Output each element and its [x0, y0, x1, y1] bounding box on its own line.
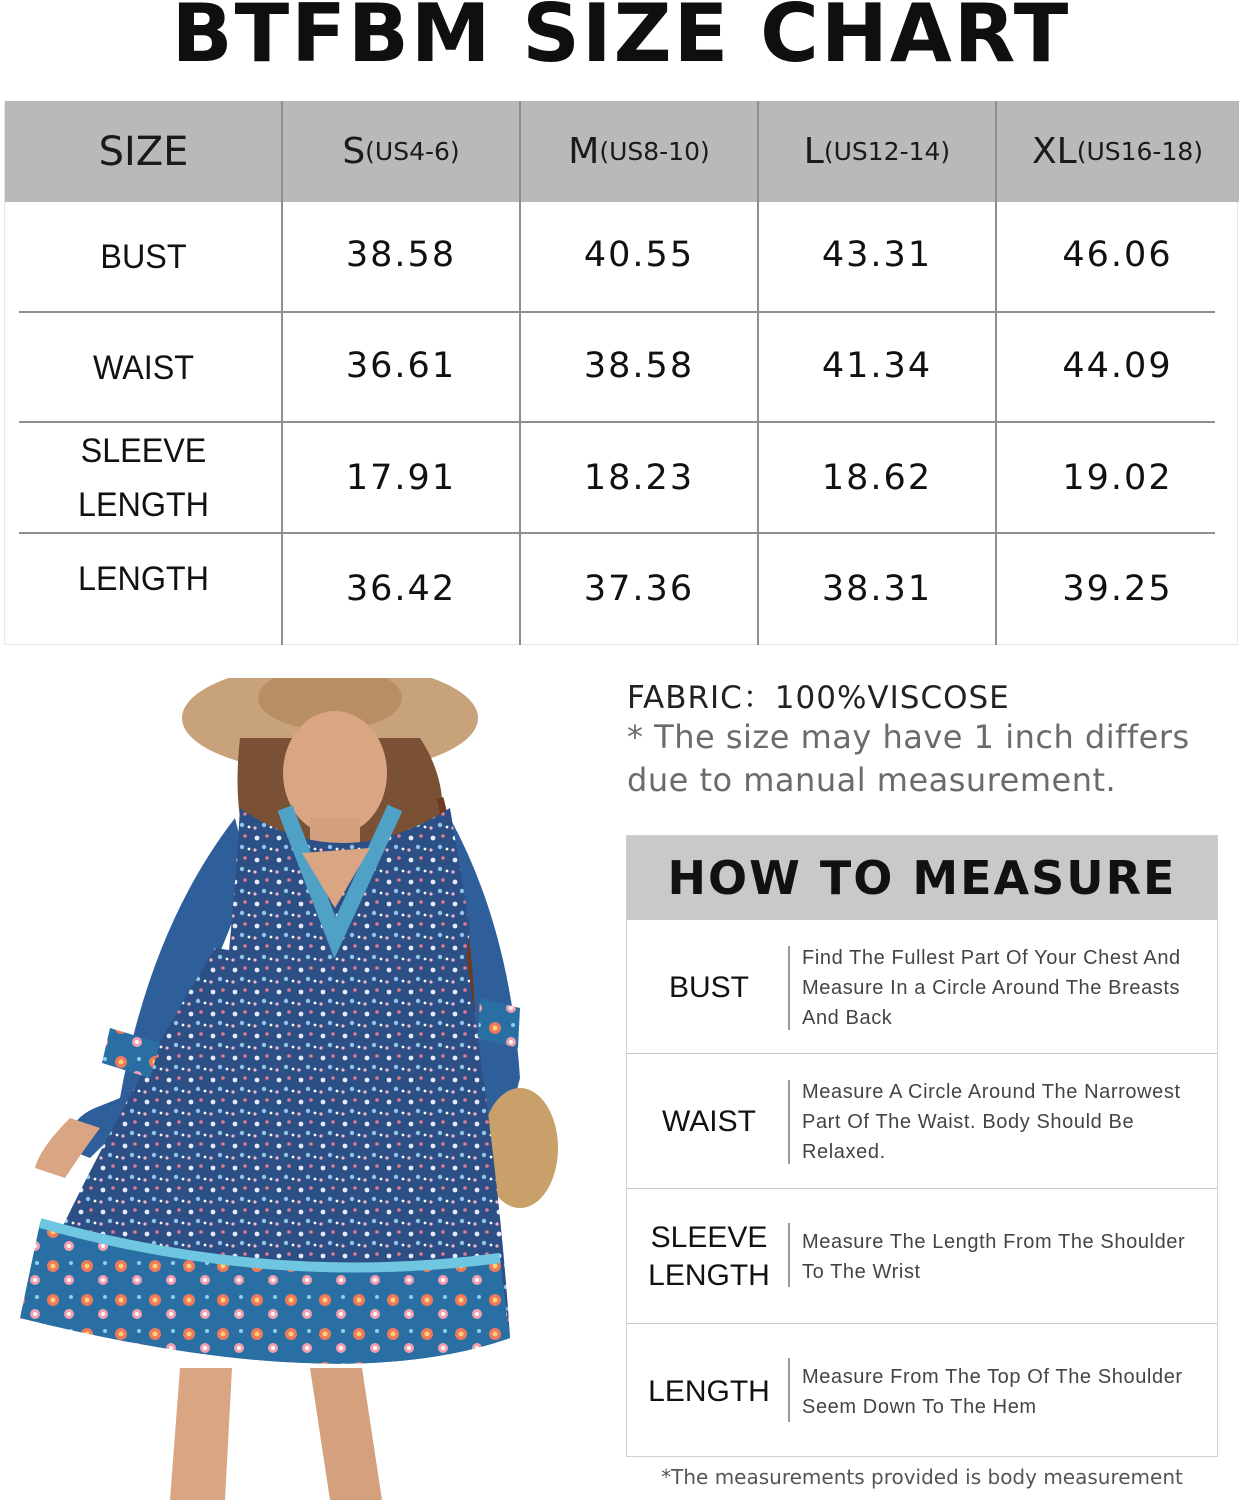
divider	[788, 946, 790, 1030]
size-header-xl	[996, 101, 1239, 202]
measure-description: Find The Fullest Part Of Your Chest And Measure In a Circle Around The Breasts And Back	[802, 946, 1181, 1029]
measure-label: SLEEVE LENGTH	[648, 1220, 770, 1292]
size-column-header: SIZE	[98, 128, 189, 175]
table-cell: 17.91	[345, 458, 457, 498]
size-main: M	[568, 131, 600, 172]
size-main: XL	[1031, 131, 1077, 172]
measure-description: Measure The Length From The Shoulder To The Wrist	[802, 1230, 1186, 1283]
measure-description: Measure From The Top Of The Shoulder Seem Down To The Hem	[802, 1365, 1183, 1418]
row-label-sleeve-length: SLEEVE LENGTH	[77, 432, 210, 524]
measure-label: WAIST	[662, 1104, 756, 1138]
table-cell: 44.09	[1062, 346, 1173, 386]
size-header-l	[758, 101, 996, 202]
table-cell: 38.31	[821, 569, 933, 609]
divider	[788, 1223, 790, 1287]
size-main: L	[803, 131, 824, 172]
leg	[170, 1368, 232, 1500]
table-cell: 18.23	[583, 458, 695, 498]
measure-row-length	[627, 1324, 1217, 1459]
size-header-s	[282, 101, 520, 202]
size-main: S	[342, 131, 366, 172]
measure-row-waist	[627, 1054, 1217, 1189]
table-cell: 39.25	[1062, 569, 1173, 609]
table-cell: 38.58	[583, 346, 695, 386]
row-label-length: LENGTH	[77, 560, 210, 598]
table-cell: 37.36	[583, 569, 695, 609]
table-cell: 43.31	[821, 235, 933, 275]
how-to-measure-header	[627, 836, 1217, 920]
size-note: * The size may have 1 inch differs due to manual measurement.	[627, 718, 1190, 799]
size-us-range: (US8-10)	[599, 137, 710, 166]
size-us-range: (US12-14)	[823, 137, 951, 166]
page-title: BTFBM SIZE CHART	[171, 0, 1071, 80]
table-cell: 19.02	[1062, 458, 1173, 498]
how-to-measure-panel	[626, 835, 1218, 1457]
how-to-measure-title: HOW TO MEASURE	[667, 851, 1177, 905]
table-cell: 46.06	[1062, 235, 1173, 275]
face	[283, 711, 387, 835]
table-cell: 36.42	[345, 569, 457, 609]
measure-row-bust	[627, 920, 1217, 1055]
size-header-m	[520, 101, 758, 202]
table-cell: 36.61	[345, 346, 457, 386]
row-label-waist: WAIST	[92, 349, 195, 387]
measure-row-sleeve-length	[627, 1189, 1217, 1324]
measure-label: BUST	[668, 970, 749, 1004]
table-cell: 41.34	[821, 346, 933, 386]
table-cell: 40.55	[583, 235, 695, 275]
size-us-range: (US16-18)	[1076, 137, 1204, 166]
row-label-bust: BUST	[100, 238, 187, 276]
model-dress-photo	[10, 678, 562, 1500]
measure-label: LENGTH	[648, 1374, 770, 1408]
footnote: *The measurements provided is body measurement	[661, 1465, 1183, 1489]
fabric-info: FABRIC：100%VISCOSE	[627, 680, 1010, 716]
table-cell: 38.58	[345, 235, 457, 275]
divider	[788, 1358, 790, 1422]
size-us-range: (US4-6)	[365, 137, 460, 166]
measure-description: Measure A Circle Around The Narrowest Part Of The Waist. Body Should Be Relaxed.	[802, 1080, 1181, 1163]
table-cell: 18.62	[821, 458, 933, 498]
size-chart-table	[4, 101, 1238, 645]
divider	[788, 1080, 790, 1164]
